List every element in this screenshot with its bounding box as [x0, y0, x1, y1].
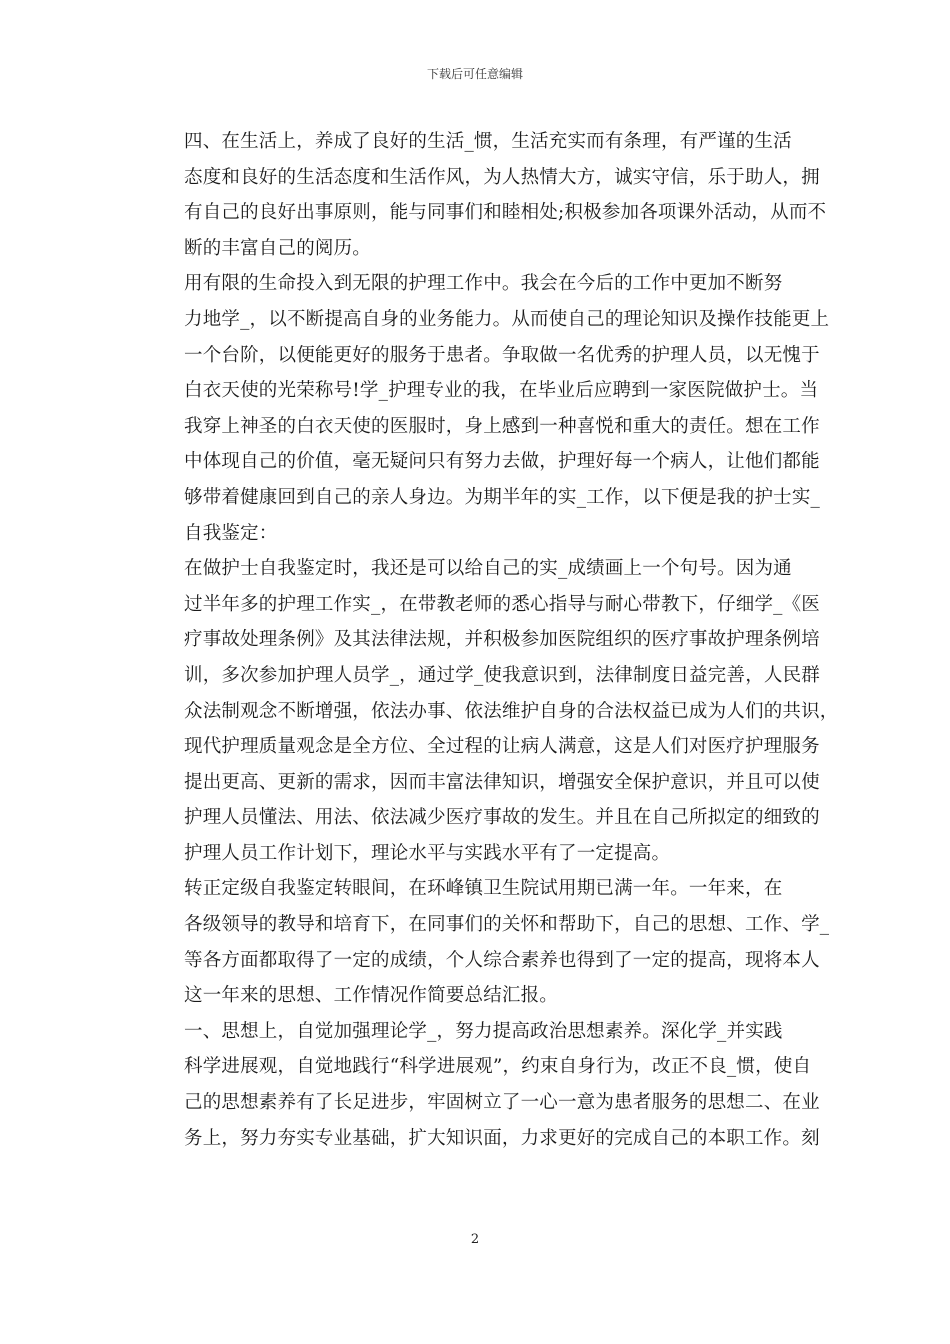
- text-line: 一、思想上，自觉加强理论学_，努力提高政治思想素养。深化学_并实践: [184, 1020, 783, 1042]
- paragraph-1: [147, 124, 827, 266]
- text-line: 自我鉴定：: [184, 522, 278, 544]
- text-line: 等各方面都取得了一定的成绩，个人综合素养也得到了一定的提高，现将本人: [184, 949, 820, 971]
- text-line: 白衣天使的光荣称号!学_护理专业的我，在毕业后应聘到一家医院做护士。当: [184, 380, 819, 402]
- text-line: 这一年来的思想、工作情况作简要总结汇报。: [184, 985, 559, 1007]
- page-number: 2: [470, 1232, 480, 1247]
- text-line: 提出更高、更新的需求，因而丰富法律知识，增强安全保护意识，并且可以使: [184, 771, 820, 793]
- text-line: 断的丰富自己的阅历。: [184, 237, 372, 259]
- text-line: 护理人员懂法、用法、依法减少医疗事故的发生。并且在自己所拟定的细致的: [184, 807, 820, 829]
- text-line: 众法制观念不断增强，依法办事、依法维护自身的合法权益已成为人们的共识，: [184, 700, 839, 722]
- text-line: 转正定级自我鉴定转眼间，在环峰镇卫生院试用期已满一年。一年来，在: [184, 878, 783, 900]
- text-line: 己的思想素养有了长足进步，牢固树立了一心一意为患者服务的思想二、在业: [184, 1092, 820, 1114]
- text-line: 过半年多的护理工作实_，在带教老师的悉心指导与耐心带教下，仔细学_《医: [184, 593, 821, 615]
- text-line: 科学进展观，自觉地践行“科学进展观”，约束自身行为，改正不良_惯，使自: [184, 1056, 812, 1078]
- text-line: 用有限的生命投入到无限的护理工作中。我会在今后的工作中更加不断努: [184, 273, 783, 295]
- text-line: 有自己的良好出事原则，能与同事们和睦相处;积极参加各项课外活动，从而不: [184, 202, 827, 224]
- text-line: 护理人员工作计划下，理论水平与实践水平有了一定提高。: [184, 842, 671, 864]
- paragraph-4: [147, 871, 830, 1013]
- paragraph-2: [147, 266, 830, 551]
- text-line: 训，多次参加护理人员学_，通过学_使我意识到，法律制度日益完善，人民群: [184, 664, 821, 686]
- text-line: 一个台阶，以便能更好的服务于患者。争取做一名优秀的护理人员，以无愧于: [184, 344, 820, 366]
- text-line: 各级领导的教导和培育下，在同事们的关怀和帮助下，自己的思想、工作、学_: [184, 914, 830, 936]
- text-line: 四、在生活上，养成了良好的生活_惯，生活充实而有条理，有严谨的生活: [184, 131, 792, 152]
- text-line: 务上，努力夯实专业基础，扩大知识面，力求更好的完成自己的本职工作。刻: [184, 1127, 820, 1149]
- text-line: 够带着健康回到自己的亲人身边。为期半年的实_工作，以下便是我的护士实_: [184, 486, 821, 508]
- text-line: 态度和良好的生活态度和生活作风，为人热情大方，诚实守信，乐于助人，拥: [184, 166, 820, 188]
- text-line: 疗事故处理条例》及其法律法规，并积极参加医院组织的医疗事故护理条例培: [184, 629, 820, 651]
- page-header: 下载后可任意编辑: [426, 67, 523, 81]
- text-line: 在做护士自我鉴定时，我还是可以给自己的实_成绩画上一个句号。因为通: [184, 558, 792, 580]
- text-line: 现代护理质量观念是全方位、全过程的让病人满意，这是人们对医疗护理服务: [184, 736, 820, 758]
- paragraph-3: [147, 551, 839, 871]
- text-line: 力地学_，以不断提高自身的业务能力。从而使自己的理论知识及操作技能更上: [184, 308, 830, 330]
- document-body: [147, 124, 839, 1156]
- paragraph-5: [147, 1014, 820, 1156]
- text-line: 中体现自己的价值，毫无疑问只有努力去做，护理好每一个病人，让他们都能: [184, 451, 820, 473]
- text-line: 我穿上神圣的白衣天使的医服时，身上感到一种喜悦和重大的责任。想在工作: [184, 415, 820, 437]
